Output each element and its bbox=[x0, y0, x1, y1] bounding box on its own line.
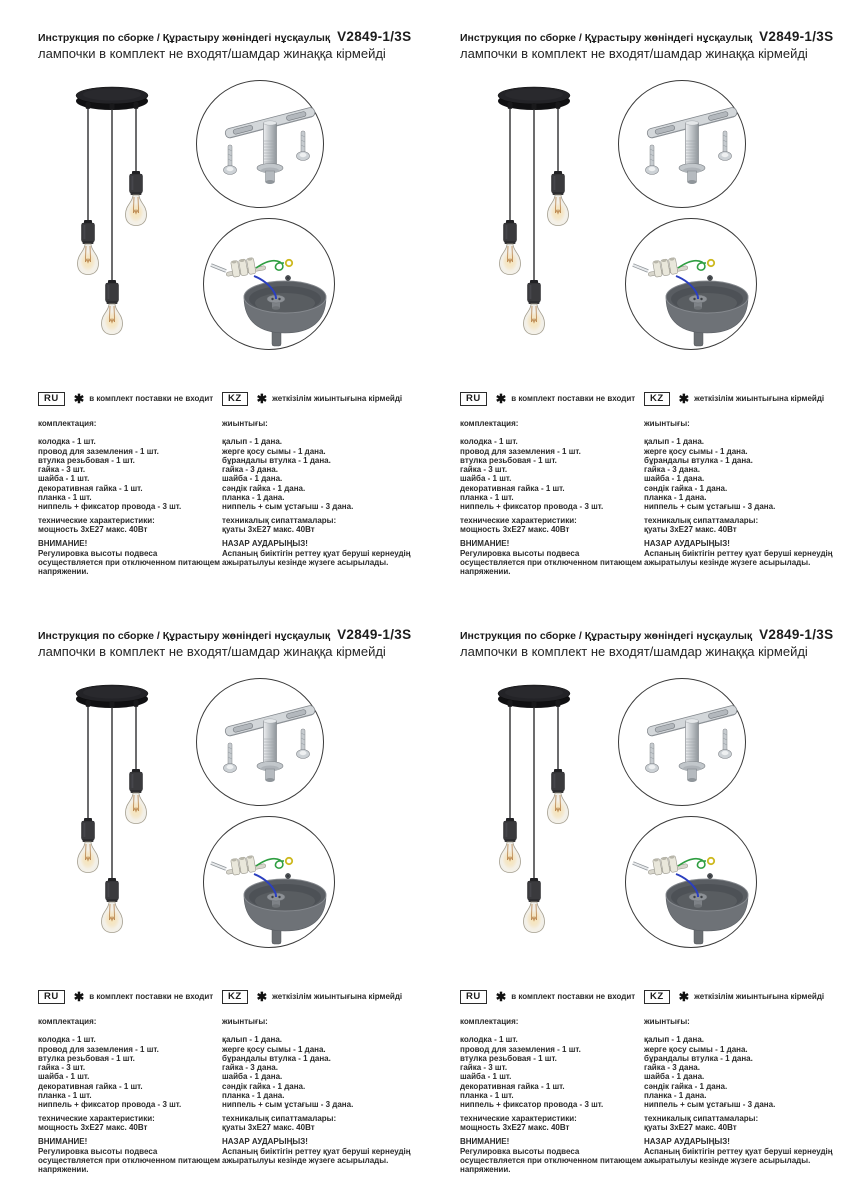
bulbs-not-included-note: лампочки в комплект не входят/шамдар жинаққа кірмейді bbox=[38, 46, 386, 61]
page-title: Инструкция по сборке / Құрастыру жөніндегі нұсқаулық bbox=[38, 32, 331, 44]
instruction-sheet bbox=[0, 0, 425, 600]
ru-badge-row bbox=[460, 392, 642, 406]
canopy-bowl bbox=[666, 879, 748, 931]
ru-tech-value: мощность 3хЕ27 макс. 40Вт bbox=[460, 524, 570, 534]
supply-wire bbox=[211, 863, 226, 869]
list-item: колодка - 1 шт. bbox=[460, 1035, 518, 1045]
list-item: бұрандалы втулка - 1 дана. bbox=[222, 1053, 331, 1063]
supply-wire bbox=[633, 863, 648, 869]
mounting-bracket-detail bbox=[196, 678, 324, 806]
list-item: гайка - 3 дана. bbox=[222, 1063, 278, 1073]
list-item: декоративная гайка - 1 шт. bbox=[460, 483, 565, 493]
ru-tech-header: технические характеристики: bbox=[460, 1113, 577, 1123]
list-item: ниппель + фиксатор провода - 3 шт. bbox=[460, 502, 604, 512]
ru-tech-block bbox=[460, 516, 642, 535]
pendant-lamp-illustration bbox=[477, 680, 612, 965]
pendant-lamp-illustration bbox=[55, 82, 190, 367]
list-item: планка - 1 шт. bbox=[460, 493, 514, 503]
list-item: шайба - 1 дана. bbox=[644, 474, 705, 484]
kz-asterisk-note: жеткізілім жиынтығына кірмейді bbox=[272, 992, 403, 1002]
edison-bulb-right bbox=[548, 171, 569, 226]
ru-tech-value: мощность 3хЕ27 макс. 40Вт bbox=[38, 524, 148, 534]
ru-language-badge: RU bbox=[38, 990, 65, 1003]
ru-warning-title: ВНИМАНИЕ! bbox=[460, 539, 510, 549]
list-item: гайка - 3 дана. bbox=[644, 1063, 700, 1073]
kz-asterisk-note: жеткізілім жиынтығына кірмейді bbox=[694, 992, 825, 1002]
wiring-art bbox=[204, 219, 334, 349]
list-item: ниппель + фиксатор провода - 3 шт. bbox=[460, 1100, 604, 1110]
ru-asterisk-note: в комплект поставки не входит bbox=[511, 394, 636, 404]
kz-tech-header: техникалық сипаттамалары: bbox=[222, 1113, 337, 1123]
ru-list-header: комплектация: bbox=[38, 1017, 97, 1026]
ring-terminal bbox=[286, 260, 292, 266]
edison-bulb-center bbox=[524, 878, 545, 933]
asterisk-icon: ✱ bbox=[73, 392, 85, 406]
list-item: шайба - 1 дана. bbox=[222, 474, 283, 484]
list-item: қалып - 1 дана. bbox=[222, 1035, 283, 1045]
ceiling-canopy bbox=[498, 685, 570, 708]
terminal-block bbox=[646, 853, 688, 876]
list-item: планка - 1 шт. bbox=[38, 493, 92, 503]
sheet-title-row bbox=[460, 28, 833, 46]
kz-language-badge: KZ bbox=[222, 392, 248, 405]
mounting-screw-left bbox=[646, 743, 659, 773]
kz-warning-block bbox=[644, 539, 844, 567]
supply-wire bbox=[633, 265, 648, 271]
list-item: қалып - 1 дана. bbox=[222, 437, 283, 447]
ru-column bbox=[38, 990, 220, 1174]
instruction-sheet bbox=[0, 598, 425, 1198]
pendant-lamp-illustration bbox=[55, 680, 190, 965]
ru-warning-title: ВНИМАНИЕ! bbox=[38, 539, 88, 549]
list-item: шайба - 1 шт. bbox=[38, 474, 90, 484]
mounting-bracket-detail bbox=[196, 80, 324, 208]
kz-badge-row bbox=[644, 990, 844, 1004]
list-item: планка - 1 шт. bbox=[38, 1091, 92, 1101]
list-item: провод для заземления - 1 шт. bbox=[38, 1044, 159, 1054]
mounting-bracket-detail bbox=[618, 80, 746, 208]
mounting-screw-right bbox=[297, 729, 310, 759]
kz-warning-block bbox=[644, 1137, 844, 1165]
page-title: Инструкция по сборке / Құрастыру жөніндегі нұсқаулық bbox=[460, 630, 753, 642]
ru-asterisk-note: в комплект поставки не входит bbox=[89, 992, 214, 1002]
model-number: V2849-1/3S bbox=[759, 627, 834, 642]
kz-warning-block bbox=[222, 539, 422, 567]
mounting-bracket-detail bbox=[618, 678, 746, 806]
edison-bulb-right bbox=[126, 171, 147, 226]
wiring-art bbox=[626, 817, 756, 947]
kz-warning-title: НАЗАР АУДАРЫҢЫЗ! bbox=[644, 1137, 730, 1147]
list-item: ниппель + сым ұстағыш - 3 дана. bbox=[644, 1100, 776, 1110]
list-item: шайба - 1 дана. bbox=[644, 1072, 705, 1082]
list-item: сәндік гайка - 1 дана. bbox=[222, 483, 306, 493]
edison-bulb-right bbox=[126, 769, 147, 824]
edison-bulb-left bbox=[78, 818, 99, 873]
list-item: ниппель + сым ұстағыш - 3 дана. bbox=[644, 502, 776, 512]
canopy-bowl bbox=[666, 281, 748, 333]
ru-badge-row bbox=[38, 990, 220, 1004]
ru-warning-block bbox=[38, 1137, 220, 1174]
kz-tech-block bbox=[644, 1114, 844, 1133]
list-item: жерге қосу сымы - 1 дана. bbox=[222, 446, 326, 456]
asterisk-icon: ✱ bbox=[678, 392, 690, 406]
kz-asterisk-note: жеткізілім жиынтығына кірмейді bbox=[694, 394, 825, 404]
list-item: колодка - 1 шт. bbox=[38, 1035, 96, 1045]
ru-tech-header: технические характеристики: bbox=[38, 515, 155, 525]
pendant-lamp-illustration bbox=[477, 82, 612, 367]
list-item: ниппель + сым ұстағыш - 3 дана. bbox=[222, 502, 354, 512]
ceiling-canopy bbox=[498, 87, 570, 110]
model-number: V2849-1/3S bbox=[337, 627, 412, 642]
asterisk-icon: ✱ bbox=[678, 990, 690, 1004]
list-item: ниппель + сым ұстағыш - 3 дана. bbox=[222, 1100, 354, 1110]
kz-column bbox=[222, 990, 422, 1165]
bulbs-not-included-note: лампочки в комплект не входят/шамдар жинаққа кірмейді bbox=[460, 644, 808, 659]
list-item: сәндік гайка - 1 дана. bbox=[222, 1081, 306, 1091]
ru-tech-block bbox=[38, 516, 220, 535]
list-item: колодка - 1 шт. bbox=[460, 437, 518, 447]
ru-badge-row bbox=[38, 392, 220, 406]
ru-language-badge: RU bbox=[460, 392, 487, 405]
ru-component-list bbox=[38, 437, 220, 511]
kz-warning-title: НАЗАР АУДАРЫҢЫЗ! bbox=[222, 1137, 308, 1147]
ru-warning-text: Регулировка высоты подвеса осуществляется при отключенном питающем напряжении. bbox=[460, 1146, 643, 1175]
canopy-bowl bbox=[244, 281, 326, 333]
list-item: сәндік гайка - 1 дана. bbox=[644, 483, 728, 493]
kz-list-header: жиынтығы: bbox=[644, 419, 690, 428]
ceiling-canopy bbox=[76, 685, 148, 708]
edison-bulb-center bbox=[102, 280, 123, 335]
list-item: бұрандалы втулка - 1 дана. bbox=[644, 455, 753, 465]
list-item: гайка - 3 шт. bbox=[38, 465, 86, 475]
page-title: Инструкция по сборке / Құрастыру жөніндегі нұсқаулық bbox=[460, 32, 753, 44]
wiring-art bbox=[626, 219, 756, 349]
terminal-block bbox=[646, 255, 688, 278]
list-item: жерге қосу сымы - 1 дана. bbox=[644, 1044, 748, 1054]
kz-tech-value: қуаты 3хЕ27 макс. 40Вт bbox=[644, 1122, 737, 1132]
wiring-detail bbox=[203, 218, 335, 350]
sheet-title-row bbox=[38, 626, 411, 644]
ru-tech-header: технические характеристики: bbox=[38, 1113, 155, 1123]
mounting-screw-right bbox=[719, 729, 732, 759]
list-item: гайка - 3 шт. bbox=[460, 1063, 508, 1073]
wiring-art bbox=[204, 817, 334, 947]
list-item: планка - 1 шт. bbox=[460, 1091, 514, 1101]
bulbs-not-included-note: лампочки в комплект не входят/шамдар жинаққа кірмейді bbox=[460, 46, 808, 61]
wiring-detail bbox=[203, 816, 335, 948]
ring-terminal bbox=[286, 858, 292, 864]
ru-badge-row bbox=[460, 990, 642, 1004]
ru-warning-block bbox=[460, 539, 642, 576]
list-item: шайба - 1 шт. bbox=[460, 1072, 512, 1082]
list-item: қалып - 1 дана. bbox=[644, 1035, 705, 1045]
bracket-and-screws-art bbox=[619, 679, 745, 805]
list-item: провод для заземления - 1 шт. bbox=[460, 1044, 581, 1054]
model-number: V2849-1/3S bbox=[759, 29, 834, 44]
ru-tech-header: технические характеристики: bbox=[460, 515, 577, 525]
list-item: втулка резьбовая - 1 шт. bbox=[38, 1053, 135, 1063]
ru-asterisk-note: в комплект поставки не входит bbox=[511, 992, 636, 1002]
kz-component-list bbox=[644, 437, 844, 511]
sheet-title-row bbox=[38, 28, 411, 46]
kz-column bbox=[222, 392, 422, 567]
kz-component-list bbox=[222, 1035, 422, 1109]
list-item: планка - 1 дана. bbox=[222, 1091, 285, 1101]
ru-warning-block bbox=[38, 539, 220, 576]
sheet-title-row bbox=[460, 626, 833, 644]
ru-column bbox=[38, 392, 220, 576]
asterisk-icon: ✱ bbox=[256, 392, 268, 406]
kz-column bbox=[644, 392, 844, 567]
kz-language-badge: KZ bbox=[644, 392, 670, 405]
ru-component-list bbox=[460, 437, 642, 511]
kz-warning-title: НАЗАР АУДАРЫҢЫЗ! bbox=[222, 539, 308, 549]
terminal-block bbox=[224, 255, 266, 278]
ru-column bbox=[460, 990, 642, 1174]
list-item: гайка - 3 шт. bbox=[460, 465, 508, 475]
kz-asterisk-note: жеткізілім жиынтығына кірмейді bbox=[272, 394, 403, 404]
ceiling-canopy bbox=[76, 87, 148, 110]
kz-tech-header: техникалық сипаттамалары: bbox=[644, 1113, 759, 1123]
kz-tech-block bbox=[222, 516, 422, 535]
list-item: провод для заземления - 1 шт. bbox=[38, 446, 159, 456]
ru-asterisk-note: в комплект поставки не входит bbox=[89, 394, 214, 404]
kz-tech-value: қуаты 3хЕ27 макс. 40Вт bbox=[644, 524, 737, 534]
kz-list-header: жиынтығы: bbox=[644, 1017, 690, 1026]
list-item: планка - 1 дана. bbox=[644, 1091, 707, 1101]
edison-bulb-right bbox=[548, 769, 569, 824]
list-item: гайка - 3 шт. bbox=[38, 1063, 86, 1073]
list-item: ниппель + фиксатор провода - 3 шт. bbox=[38, 1100, 182, 1110]
ru-warning-title: ВНИМАНИЕ! bbox=[38, 1137, 88, 1147]
kz-warning-text: Аспаның биіктігін реттеу қуат беруші кернеудің ажыратылуы кезінде жүзеге асырылады. bbox=[644, 548, 833, 567]
edison-bulb-left bbox=[500, 220, 521, 275]
ring-terminal bbox=[708, 858, 714, 864]
ru-tech-block bbox=[38, 1114, 220, 1133]
list-item: гайка - 3 дана. bbox=[222, 465, 278, 475]
list-item: втулка резьбовая - 1 шт. bbox=[460, 1053, 557, 1063]
ru-language-badge: RU bbox=[38, 392, 65, 405]
kz-badge-row bbox=[222, 392, 422, 406]
kz-tech-block bbox=[222, 1114, 422, 1133]
list-item: жерге қосу сымы - 1 дана. bbox=[644, 446, 748, 456]
page-title: Инструкция по сборке / Құрастыру жөніндегі нұсқаулық bbox=[38, 630, 331, 642]
list-item: планка - 1 дана. bbox=[644, 493, 707, 503]
ru-warning-block bbox=[460, 1137, 642, 1174]
kz-tech-header: техникалық сипаттамалары: bbox=[644, 515, 759, 525]
asterisk-icon: ✱ bbox=[256, 990, 268, 1004]
list-item: колодка - 1 шт. bbox=[38, 437, 96, 447]
asterisk-icon: ✱ bbox=[495, 392, 507, 406]
edison-bulb-center bbox=[524, 280, 545, 335]
list-item: бұрандалы втулка - 1 дана. bbox=[644, 1053, 753, 1063]
kz-tech-value: қуаты 3хЕ27 макс. 40Вт bbox=[222, 1122, 315, 1132]
list-item: втулка резьбовая - 1 шт. bbox=[460, 455, 557, 465]
list-item: декоративная гайка - 1 шт. bbox=[38, 483, 143, 493]
list-item: декоративная гайка - 1 шт. bbox=[460, 1081, 565, 1091]
kz-component-list bbox=[222, 437, 422, 511]
ru-language-badge: RU bbox=[460, 990, 487, 1003]
kz-language-badge: KZ bbox=[222, 990, 248, 1003]
ru-list-header: комплектация: bbox=[460, 419, 519, 428]
ru-warning-text: Регулировка высоты подвеса осуществляется при отключенном питающем напряжении. bbox=[38, 1146, 221, 1175]
edison-bulb-left bbox=[78, 220, 99, 275]
list-item: декоративная гайка - 1 шт. bbox=[38, 1081, 143, 1091]
list-item: втулка резьбовая - 1 шт. bbox=[38, 455, 135, 465]
ru-component-list bbox=[460, 1035, 642, 1109]
list-item: сәндік гайка - 1 дана. bbox=[644, 1081, 728, 1091]
list-item: ниппель + фиксатор провода - 3 шт. bbox=[38, 502, 182, 512]
ru-tech-block bbox=[460, 1114, 642, 1133]
ring-terminal bbox=[708, 260, 714, 266]
kz-tech-header: техникалық сипаттамалары: bbox=[222, 515, 337, 525]
instruction-sheet bbox=[422, 598, 847, 1198]
asterisk-icon: ✱ bbox=[495, 990, 507, 1004]
model-number: V2849-1/3S bbox=[337, 29, 412, 44]
kz-warning-text: Аспаның биіктігін реттеу қуат беруші кернеудің ажыратылуы кезінде жүзеге асырылады. bbox=[644, 1146, 833, 1165]
bulbs-not-included-note: лампочки в комплект не входят/шамдар жинаққа кірмейді bbox=[38, 644, 386, 659]
wiring-detail bbox=[625, 816, 757, 948]
kz-list-header: жиынтығы: bbox=[222, 419, 268, 428]
kz-language-badge: KZ bbox=[644, 990, 670, 1003]
canopy-bowl bbox=[244, 879, 326, 931]
mounting-screw-left bbox=[224, 145, 237, 175]
ru-component-list bbox=[38, 1035, 220, 1109]
kz-component-list bbox=[644, 1035, 844, 1109]
bracket-and-screws-art bbox=[197, 81, 323, 207]
edison-bulb-center bbox=[102, 878, 123, 933]
kz-warning-block bbox=[222, 1137, 422, 1165]
kz-column bbox=[644, 990, 844, 1165]
asterisk-icon: ✱ bbox=[73, 990, 85, 1004]
edison-bulb-left bbox=[500, 818, 521, 873]
mounting-screw-left bbox=[646, 145, 659, 175]
kz-tech-block bbox=[644, 516, 844, 535]
wiring-detail bbox=[625, 218, 757, 350]
instruction-sheet bbox=[422, 0, 847, 600]
list-item: планка - 1 дана. bbox=[222, 493, 285, 503]
supply-wire bbox=[211, 265, 226, 271]
ru-list-header: комплектация: bbox=[460, 1017, 519, 1026]
mounting-screw-right bbox=[297, 131, 310, 161]
bracket-and-screws-art bbox=[619, 81, 745, 207]
ru-warning-title: ВНИМАНИЕ! bbox=[460, 1137, 510, 1147]
mounting-screw-left bbox=[224, 743, 237, 773]
kz-warning-text: Аспаның биіктігін реттеу қуат беруші кернеудің ажыратылуы кезінде жүзеге асырылады. bbox=[222, 1146, 411, 1165]
ru-warning-text: Регулировка высоты подвеса осуществляется при отключенном питающем напряжении. bbox=[460, 548, 643, 577]
list-item: шайба - 1 дана. bbox=[222, 1072, 283, 1082]
list-item: шайба - 1 шт. bbox=[38, 1072, 90, 1082]
kz-warning-title: НАЗАР АУДАРЫҢЫЗ! bbox=[644, 539, 730, 549]
ru-tech-value: мощность 3хЕ27 макс. 40Вт bbox=[38, 1122, 148, 1132]
list-item: шайба - 1 шт. bbox=[460, 474, 512, 484]
ru-warning-text: Регулировка высоты подвеса осуществляется при отключенном питающем напряжении. bbox=[38, 548, 221, 577]
ru-list-header: комплектация: bbox=[38, 419, 97, 428]
bracket-and-screws-art bbox=[197, 679, 323, 805]
list-item: қалып - 1 дана. bbox=[644, 437, 705, 447]
kz-badge-row bbox=[222, 990, 422, 1004]
kz-list-header: жиынтығы: bbox=[222, 1017, 268, 1026]
kz-warning-text: Аспаның биіктігін реттеу қуат беруші кернеудің ажыратылуы кезінде жүзеге асырылады. bbox=[222, 548, 411, 567]
list-item: гайка - 3 дана. bbox=[644, 465, 700, 475]
kz-tech-value: қуаты 3хЕ27 макс. 40Вт bbox=[222, 524, 315, 534]
mounting-screw-right bbox=[719, 131, 732, 161]
ru-tech-value: мощность 3хЕ27 макс. 40Вт bbox=[460, 1122, 570, 1132]
list-item: жерге қосу сымы - 1 дана. bbox=[222, 1044, 326, 1054]
list-item: бұрандалы втулка - 1 дана. bbox=[222, 455, 331, 465]
terminal-block bbox=[224, 853, 266, 876]
kz-badge-row bbox=[644, 392, 844, 406]
ru-column bbox=[460, 392, 642, 576]
list-item: провод для заземления - 1 шт. bbox=[460, 446, 581, 456]
